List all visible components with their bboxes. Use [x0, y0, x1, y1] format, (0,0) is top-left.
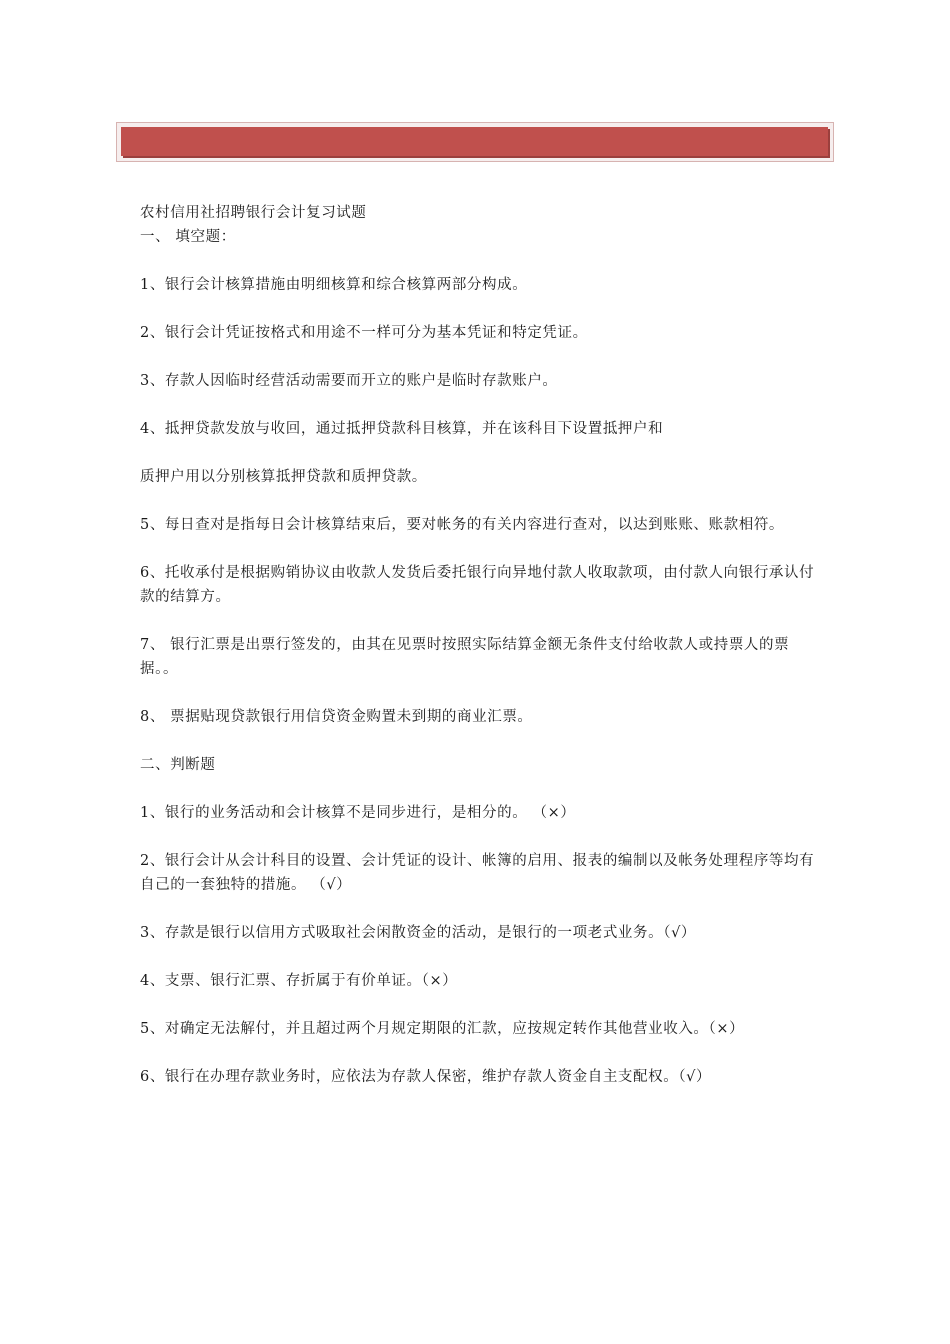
document-body	[140, 201, 815, 1089]
fill-item-5: 5、每日查对是指每日会计核算结束后，要对帐务的有关内容进行查对，以达到账账、账款相符。	[140, 517, 785, 533]
section-heading-fill: 一、 填空题：	[140, 229, 236, 245]
judge-item-2: 2、银行会计从会计科目的设置、会计凭证的设计、帐簿的启用、报表的编制以及帐务处理程序等均有自己的一套独特的措施。 （√）	[140, 853, 815, 893]
header-banner	[116, 122, 834, 162]
document-title: 农村信用社招聘银行会计复习试题	[140, 205, 367, 221]
judge-item-1: 1、银行的业务活动和会计核算不是同步进行，是相分的。 （×）	[140, 805, 576, 821]
judge-item-4: 4、支票、银行汇票、存折属于有价单证。（×）	[140, 973, 458, 989]
section-heading-judge: 二、判断题	[140, 757, 216, 773]
judge-item-3: 3、存款是银行以信用方式吸取社会闲散资金的活动，是银行的一项老式业务。（√）	[140, 925, 697, 941]
fill-item-4: 4、抵押贷款发放与收回，通过抵押贷款科目核算，并在该科目下设置抵押户和	[140, 421, 664, 437]
fill-item-3: 3、存款人因临时经营活动需要而开立的账户是临时存款账户。	[140, 373, 558, 389]
judge-item-6: 6、银行在办理存款业务时，应依法为存款人保密，维护存款人资金自主支配权。（√）	[140, 1069, 712, 1085]
fill-item-4-continued: 质押户用以分别核算抵押贷款和质押贷款。	[140, 469, 427, 485]
fill-item-6: 6、托收承付是根据购销协议由收款人发货后委托银行向异地付款人收取款项，由付款人向银行承认付款的结算方。	[140, 565, 815, 605]
fill-item-2: 2、银行会计凭证按格式和用途不一样可分为基本凭证和特定凭证。	[140, 325, 588, 341]
banner-bar	[121, 127, 828, 156]
fill-item-1: 1、银行会计核算措施由明细核算和综合核算两部分构成。	[140, 277, 528, 293]
judge-item-5: 5、对确定无法解付，并且超过两个月规定期限的汇款，应按规定转作其他营业收入。（×）	[140, 1021, 745, 1037]
fill-item-8: 8、 票据贴现贷款银行用信贷资金购置未到期的商业汇票。	[140, 709, 533, 725]
fill-item-7: 7、 银行汇票是出票行签发的，由其在见票时按照实际结算金额无条件支付给收款人或持票人的票据。。	[140, 637, 790, 677]
